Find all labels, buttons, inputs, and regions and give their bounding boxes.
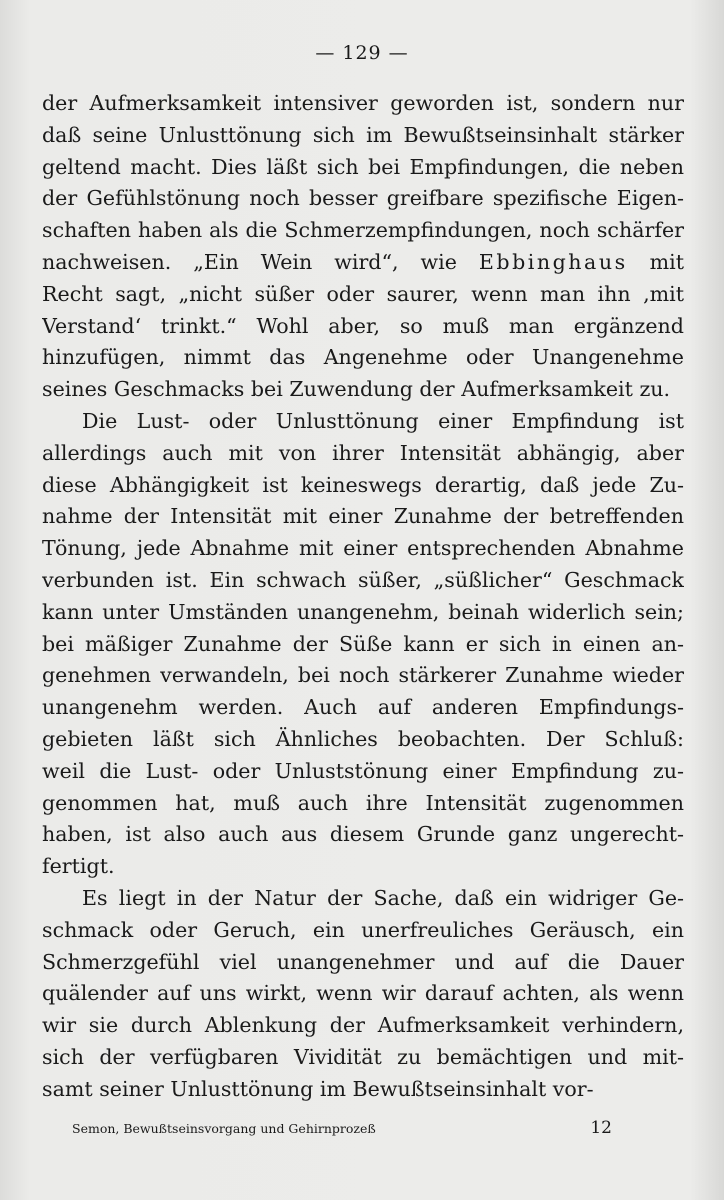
- paragraph: [42, 883, 684, 1106]
- text-line: Schmerzgefühl viel unangenehmer und auf die Dauer: [42, 949, 684, 974]
- text-line: nachweisen. „Ein Wein wird“, wie Ebbinghaus mit: [42, 249, 684, 274]
- text-line: Die Lust- oder Unlusttönung einer Empfindung ist: [82, 408, 684, 433]
- text-line: seines Geschmacks bei Zuwendung der Aufmerksamkeit zu.: [42, 377, 671, 402]
- text-line: fertigt.: [42, 854, 115, 879]
- text-line: diese Abhängigkeit ist keineswegs derartig, daß jede Zu-: [42, 472, 684, 497]
- text-line: Tönung, jede Abnahme mit einer entsprechenden Abnahme: [42, 536, 684, 561]
- text-line: weil die Lust- oder Unluststönung einer Empfindung zu-: [42, 758, 684, 783]
- text-line: samt seiner Unlusttönung im Bewußtseinsinhalt vor-: [42, 1076, 594, 1101]
- text-line: verbunden ist. Ein schwach süßer, „süßlicher“ Geschmack: [42, 567, 684, 592]
- page-footer: [72, 1118, 612, 1138]
- text-line: hinzufügen, nimmt das Angenehme oder Unangenehme: [42, 345, 684, 370]
- text-line: bei mäßiger Zunahme der Süße kann er sich in einen an-: [42, 631, 684, 656]
- text-line: unangenehm werden. Auch auf anderen Empfindungs-: [42, 695, 684, 720]
- text-line: sich der verfügbaren Vividität zu bemächtigen und mit-: [42, 1044, 684, 1069]
- text-line: der Gefühlstönung noch besser greifbare spezifische Eigen-: [42, 186, 684, 211]
- text-line: schmack oder Geruch, ein unerfreuliches Geräusch, ein: [42, 917, 684, 942]
- page-number: — 129 —: [315, 42, 409, 64]
- text-line: genommen hat, muß auch ihre Intensität zugenommen: [42, 790, 684, 815]
- text-line: wir sie durch Ablenkung der Aufmerksamkeit verhindern,: [42, 1013, 684, 1038]
- text-line: Verstand‘ trinkt.“ Wohl aber, so muß man ergänzend: [42, 313, 684, 338]
- text-line: genehmen verwandeln, bei noch stärkerer Zunahme wieder: [42, 663, 684, 688]
- text-line: nahme der Intensität mit einer Zunahme der betreffenden: [42, 504, 684, 529]
- body-text: [42, 88, 684, 1106]
- paragraph: [42, 406, 684, 883]
- footer-title: Semon, Bewußtseinsvorgang und Gehirnprozeß: [72, 1121, 376, 1136]
- signature-mark: 12: [590, 1118, 612, 1138]
- paragraph: [42, 88, 684, 406]
- text-line: kann unter Umständen unangenehm, beinah widerlich sein;: [42, 599, 684, 624]
- text-line: daß seine Unlusttönung sich im Bewußtseinsinhalt stärker: [42, 122, 684, 147]
- text-line: geltend macht. Dies läßt sich bei Empfindungen, die neben: [42, 154, 684, 179]
- text-line: haben, ist also auch aus diesem Grunde ganz ungerecht-: [42, 822, 684, 847]
- text-line: Recht sagt, „nicht süßer oder saurer, wenn man ihn ‚mit: [42, 281, 684, 306]
- text-line: gebieten läßt sich Ähnliches beobachten. Der Schluß:: [42, 726, 684, 751]
- text-line: schaften haben als die Schmerzempfindungen, noch schärfer: [42, 218, 684, 243]
- text-line: allerdings auch mit von ihrer Intensität abhängig, aber: [42, 440, 684, 465]
- text-line: quälender auf uns wirkt, wenn wir darauf achten, als wenn: [42, 981, 684, 1006]
- text-line: der Aufmerksamkeit intensiver geworden ist, sondern nur: [42, 91, 684, 115]
- text-line: Es liegt in der Natur der Sache, daß ein widriger Ge-: [82, 885, 684, 910]
